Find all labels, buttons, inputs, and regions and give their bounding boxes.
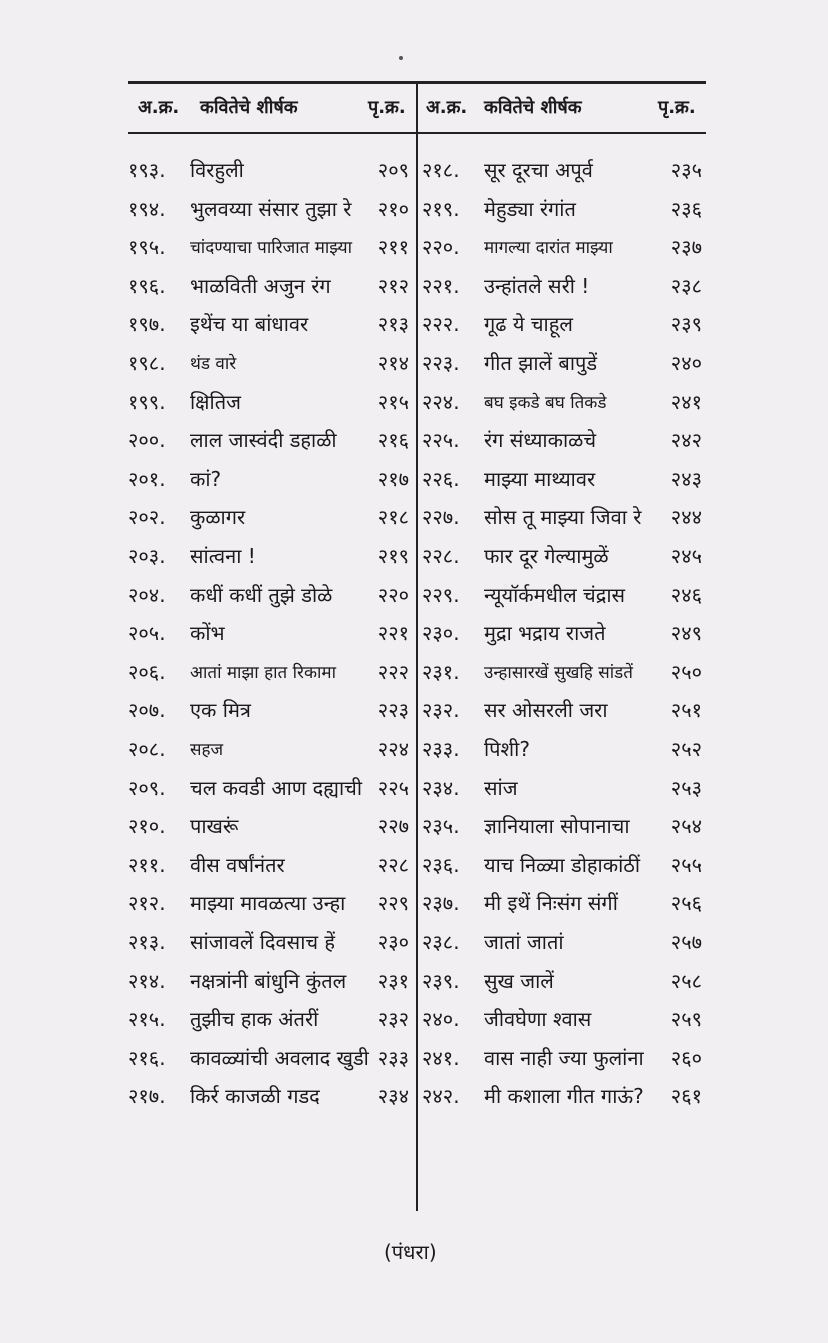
toc-row <box>128 156 413 194</box>
toc-row <box>422 619 706 657</box>
toc-page: २२२ <box>377 659 409 684</box>
toc-page: २५३ <box>670 775 702 800</box>
toc-title: गूढ ये चाहूल <box>484 312 573 337</box>
toc-row <box>128 1005 413 1043</box>
toc-row <box>128 542 413 580</box>
toc-title: जीवघेणा श्वास <box>484 1007 592 1032</box>
toc-page: २१८ <box>377 505 409 530</box>
toc-row <box>128 774 413 812</box>
toc-num: २१९. <box>422 196 460 221</box>
toc-page: २२० <box>377 582 409 607</box>
toc-title: कधीं कधीं तुझे डोळे <box>190 582 333 607</box>
toc-page: २४३ <box>670 466 702 491</box>
column-divider <box>416 81 418 1211</box>
toc-title: क्षितिज <box>190 389 241 414</box>
toc-row <box>128 889 413 927</box>
toc-page: २१४ <box>377 351 409 375</box>
toc-row <box>422 349 706 387</box>
toc-title: एक मित्र <box>190 698 251 723</box>
toc-title: कां? <box>190 466 222 491</box>
toc-title: सोस तू माझ्या जिवा रे <box>484 505 642 530</box>
toc-page: २६० <box>670 1045 702 1070</box>
toc-num: २०७. <box>128 698 166 723</box>
toc-title: ज्ञानियाला सोपानाचा <box>484 814 630 839</box>
toc-row <box>128 426 413 464</box>
toc-num: २१७. <box>128 1084 166 1109</box>
toc-title: सुख जालें <box>484 968 554 993</box>
toc-page: २५५ <box>670 852 702 877</box>
toc-title: मुद्रा भद्राय राजते <box>484 621 606 646</box>
toc-num: २१३. <box>128 930 166 954</box>
toc-num: २४२. <box>422 1084 460 1109</box>
toc-row <box>422 812 706 850</box>
toc-title: सांत्वना ! <box>190 544 256 568</box>
toc-page: २३० <box>377 930 409 954</box>
toc-page: २३१ <box>377 968 409 993</box>
toc-page: २४६ <box>670 582 702 607</box>
toc-num: २२१. <box>422 273 460 298</box>
toc-title: मागल्या दारांत माझ्या <box>484 238 613 259</box>
toc-title: भुलवय्या संसार तुझा रे <box>190 196 352 221</box>
toc-row <box>422 310 706 348</box>
toc-num: २००. <box>128 428 166 453</box>
toc-page: २१५ <box>377 389 409 414</box>
toc-title: याच निळ्या डोहाकांठीं <box>484 852 641 877</box>
toc-num: २२८. <box>422 544 460 568</box>
toc-title: तुझीच हाक अंतरीं <box>190 1007 319 1032</box>
toc-page: २२३ <box>377 698 409 723</box>
toc-page: २५९ <box>670 1007 702 1032</box>
toc-row <box>422 735 706 773</box>
toc-page: २५१ <box>670 698 702 723</box>
toc-num: २३०. <box>422 621 460 646</box>
toc-row <box>128 851 413 889</box>
toc-title: किर्र काजळी गडद <box>190 1084 320 1109</box>
toc-page: २५६ <box>670 891 702 916</box>
toc-page: २३९ <box>670 312 702 337</box>
toc-page: २२७ <box>377 814 409 839</box>
toc-num: २१२. <box>128 891 166 916</box>
toc-row <box>422 542 706 580</box>
toc-row <box>422 889 706 927</box>
toc-num: २४०. <box>422 1007 460 1032</box>
toc-page: २३६ <box>670 196 702 221</box>
toc-num: १९४. <box>128 196 166 221</box>
toc-num: १९७. <box>128 312 166 337</box>
toc-page: २४९ <box>670 621 702 646</box>
toc-row <box>128 735 413 773</box>
toc-row <box>128 967 413 1005</box>
toc-num: २०२. <box>128 505 166 530</box>
toc-row <box>128 696 413 734</box>
toc-row <box>422 696 706 734</box>
toc-row <box>422 156 706 194</box>
page-number-footer: (पंधरा) <box>384 1240 437 1264</box>
left-header-num: अ.क्र. <box>138 97 180 118</box>
toc-title: उन्हासारखें सुखहि सांडतें <box>484 662 633 683</box>
toc-num: २१५. <box>128 1007 166 1032</box>
toc-row <box>422 658 706 696</box>
toc-page: २३३ <box>377 1045 409 1070</box>
toc-page: २११ <box>377 235 409 260</box>
toc-title: मेहुड्या रंगांत <box>484 196 576 221</box>
toc-num: १९९. <box>128 389 166 414</box>
toc-page: २३२ <box>377 1007 409 1032</box>
toc-num: २०६. <box>128 659 166 684</box>
toc-title: पिशी? <box>484 737 530 761</box>
toc-page: २४० <box>670 351 702 375</box>
toc-row <box>422 1005 706 1043</box>
toc-num: २३९. <box>422 968 460 993</box>
toc-row <box>422 581 706 619</box>
toc-title: रंग संध्याकाळचे <box>484 428 597 453</box>
toc-title: चांदण्याचा पारिजात माझ्या <box>190 238 352 259</box>
toc-num: २०४. <box>128 582 166 607</box>
toc-num: २२०. <box>422 235 460 260</box>
toc-num: २३८. <box>422 930 460 954</box>
toc-row <box>128 310 413 348</box>
toc-title: पाखरूं <box>190 814 239 839</box>
toc-title: सूर दूरचा अपूर्व <box>484 158 593 182</box>
toc-page: २२१ <box>377 621 409 646</box>
toc-num: २४१. <box>422 1045 460 1070</box>
toc-num: २१०. <box>128 814 166 839</box>
toc-page: २३८ <box>670 273 702 298</box>
toc-page: २३७ <box>670 235 702 260</box>
toc-row <box>422 426 706 464</box>
toc-num: १९८. <box>128 351 166 375</box>
toc-row <box>422 195 706 233</box>
toc-page: २४४ <box>670 505 702 530</box>
toc-title: माझ्या माथ्यावर <box>484 466 596 491</box>
toc-title: सर ओसरली जरा <box>484 698 608 723</box>
toc-page: २४२ <box>670 428 702 453</box>
toc-row <box>128 1082 413 1120</box>
toc-num: २३३. <box>422 737 460 761</box>
toc-page: २२८ <box>377 852 409 877</box>
left-header-page: पृ.क्र. <box>368 97 406 118</box>
toc-page: २१३ <box>377 312 409 337</box>
toc-page: २५८ <box>670 968 702 993</box>
toc-title: भाळविती अजुन रंग <box>190 273 331 298</box>
toc-row <box>422 503 706 541</box>
toc-title: कुळागर <box>190 505 246 530</box>
toc-title: आतां माझा हात रिकामा <box>190 662 337 683</box>
toc-page: २२५ <box>377 775 409 800</box>
toc-title: उन्हांतले सरी ! <box>484 273 590 298</box>
toc-title: नक्षत्रांनी बांधुनि कुंतल <box>190 968 347 993</box>
right-header-num: अ.क्र. <box>426 97 468 118</box>
toc-num: २२९. <box>422 582 460 607</box>
toc-title: कावळ्यांची अवलाद खुडी <box>190 1045 369 1070</box>
toc-num: २०९. <box>128 775 166 800</box>
toc-title: कोंभ <box>190 621 225 646</box>
toc-row <box>422 774 706 812</box>
toc-row <box>422 1044 706 1082</box>
toc-page: २३५ <box>670 158 702 182</box>
toc-title: फार दूर गेल्यामुळें <box>484 544 609 568</box>
toc-num: २११. <box>128 852 166 877</box>
toc-num: २२३. <box>422 351 460 375</box>
toc-title: न्यूयॉर्कमधील चंद्रास <box>484 582 626 607</box>
toc-num: २०१. <box>128 466 166 491</box>
toc-num: २२२. <box>422 312 460 337</box>
toc-row <box>128 195 413 233</box>
toc-page: २५० <box>670 659 702 684</box>
toc-row <box>128 928 413 966</box>
toc-row <box>128 619 413 657</box>
toc-page: २२९ <box>377 891 409 916</box>
toc-row <box>422 465 706 503</box>
toc-num: २२६. <box>422 466 460 491</box>
toc-row <box>128 272 413 310</box>
toc-row <box>128 388 413 426</box>
toc-page: २६१ <box>670 1084 702 1109</box>
toc-row <box>422 928 706 966</box>
toc-row <box>422 1082 706 1120</box>
left-header-title: कवितेचे शीर्षक <box>200 97 298 118</box>
toc-title: वीस वर्षांनंतर <box>190 852 285 877</box>
toc-num: १९६. <box>128 273 166 298</box>
toc-title: मी कशाला गीत गाऊं? <box>484 1084 644 1109</box>
toc-title: गीत झालें बापुडें <box>484 351 598 375</box>
toc-row <box>128 812 413 850</box>
toc-title: इथेंच या बांधावर <box>190 312 309 337</box>
toc-page: २५२ <box>670 737 702 761</box>
toc-page: २१६ <box>377 428 409 453</box>
toc-num: २०३. <box>128 544 166 568</box>
toc-page: २१९ <box>377 544 409 568</box>
toc-row <box>422 967 706 1005</box>
toc-num: २२५. <box>422 428 460 453</box>
toc-num: २१४. <box>128 968 166 993</box>
toc-row <box>422 233 706 271</box>
toc-page: २१७ <box>377 466 409 491</box>
toc-num: २३१. <box>422 659 460 684</box>
toc-page: २४१ <box>670 389 702 414</box>
toc-num: २०५. <box>128 621 166 646</box>
toc-num: २१८. <box>422 158 460 182</box>
toc-row <box>128 658 413 696</box>
toc-title: चल कवडी आण दह्याची <box>190 775 363 800</box>
toc-num: २३५. <box>422 814 460 839</box>
toc-num: १९५. <box>128 235 166 260</box>
toc-row <box>128 233 413 271</box>
toc-page: २५४ <box>670 814 702 839</box>
toc-row <box>128 581 413 619</box>
toc-title: थंड वारे <box>190 354 237 374</box>
right-header-page: पृ.क्र. <box>658 97 696 118</box>
right-header-title: कवितेचे शीर्षक <box>484 97 582 118</box>
toc-num: २२७. <box>422 505 460 530</box>
toc-title: मी इथें निःसंग संगीं <box>484 891 618 916</box>
toc-title: माझ्या मावळत्या उन्हा <box>190 891 346 916</box>
toc-row <box>422 851 706 889</box>
toc-page: २१० <box>377 196 409 221</box>
toc-row <box>422 272 706 310</box>
toc-num: २३७. <box>422 891 460 916</box>
toc-row <box>422 388 706 426</box>
toc-num: १९३. <box>128 158 166 182</box>
toc-page: २५७ <box>670 930 702 954</box>
toc-row <box>128 503 413 541</box>
toc-title: विरहुली <box>190 158 244 182</box>
toc-num: २३४. <box>422 775 460 800</box>
toc-title: जातां जातां <box>484 930 564 954</box>
toc-num: २३६. <box>422 852 460 877</box>
page-dot <box>399 56 403 60</box>
toc-num: २२४. <box>422 389 460 414</box>
toc-page: २०९ <box>377 158 409 182</box>
toc-row <box>128 1044 413 1082</box>
toc-title: सांजावलें दिवसाच हें <box>190 930 336 954</box>
toc-num: २०८. <box>128 737 166 761</box>
toc-num: २१६. <box>128 1045 166 1070</box>
toc-num: २३२. <box>422 698 460 723</box>
toc-title: वास नाही ज्या फुलांना <box>484 1045 644 1070</box>
toc-page: २१२ <box>377 273 409 298</box>
toc-title: सांज <box>484 775 518 800</box>
toc-page: २२४ <box>377 737 409 761</box>
toc-page: २४५ <box>670 544 702 568</box>
toc-row <box>128 465 413 503</box>
toc-title: बघ इकडे बघ तिकडे <box>484 392 607 413</box>
toc-title: सहज <box>190 740 224 760</box>
toc-row <box>128 349 413 387</box>
toc-title: लाल जास्वंदी डहाळी <box>190 428 337 453</box>
toc-page: २३४ <box>377 1084 409 1109</box>
